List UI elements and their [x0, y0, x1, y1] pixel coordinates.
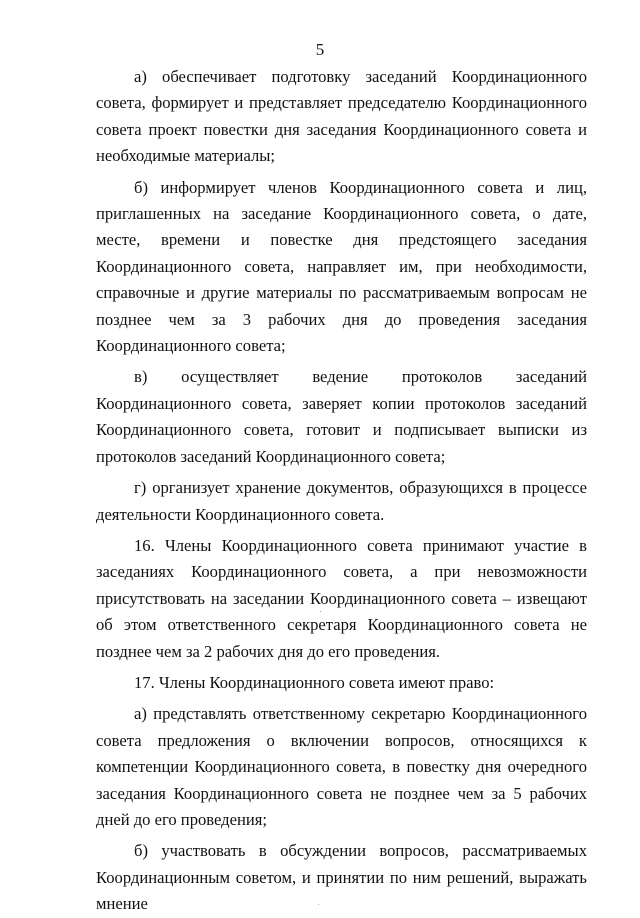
document-body: [96, 64, 587, 918]
page-number: 5: [315, 40, 325, 59]
paragraph-subitem-b-informing: б) информирует членов Координационного совета и лиц, приглашенных на заседание Координационного совета, о дате, месте, времени и повестке дня предстоящего заседания Координационного совета, направляет им, при необходимости, справочные и другие материалы по рассматриваемым вопросам не позднее чем за 3 рабочих дня до проведения заседания Координационного совета;: [96, 177, 587, 356]
paragraph-item-17: 17. Члены Координационного совета имеют право:: [134, 672, 495, 692]
paragraph-item-16: 16. Члены Координационного совета принимают участие в заседаниях Координационного совета, а при невозможности присутствовать на заседании Координационного совета – извещают об этом ответственного секретаря Координационного совета не позднее чем за 2 рабочих дня до его проведения.: [96, 535, 587, 661]
paragraph-subitem-v-protocols: в) осуществляет ведение протоколов заседаний Координационного совета, заверяет копии протоколов заседаний Координационного совета, готовит и подписывает выписки из протоколов заседаний Координационного совета;: [96, 367, 587, 466]
paragraph-item-17-subitem-b: б) участвовать в обсуждении вопросов, рассматриваемых Координационным советом, и принятии по ним решений, выражать мнение: [96, 841, 587, 914]
paragraph-subitem-g-storage: г) организует хранение документов, образующихся в процессе деятельности Координационного совета.: [96, 478, 587, 524]
paragraph-subitem-a-preparation: а) обеспечивает подготовку заседаний Координационного совета, формирует и представляет председателю Координационного совета проект повестки дня заседания Координационного совета и необходимые материалы;: [96, 67, 587, 166]
paragraph-item-17-subitem-a: а) представлять ответственному секретарю Координационного совета предложения о включении вопросов, относящихся к компетенции Координационного совета, в повестку дня очередного заседания Координационного совета не позднее чем за 5 рабочих дней до его проведения;: [96, 704, 587, 829]
scan-speck: [320, 611, 321, 612]
